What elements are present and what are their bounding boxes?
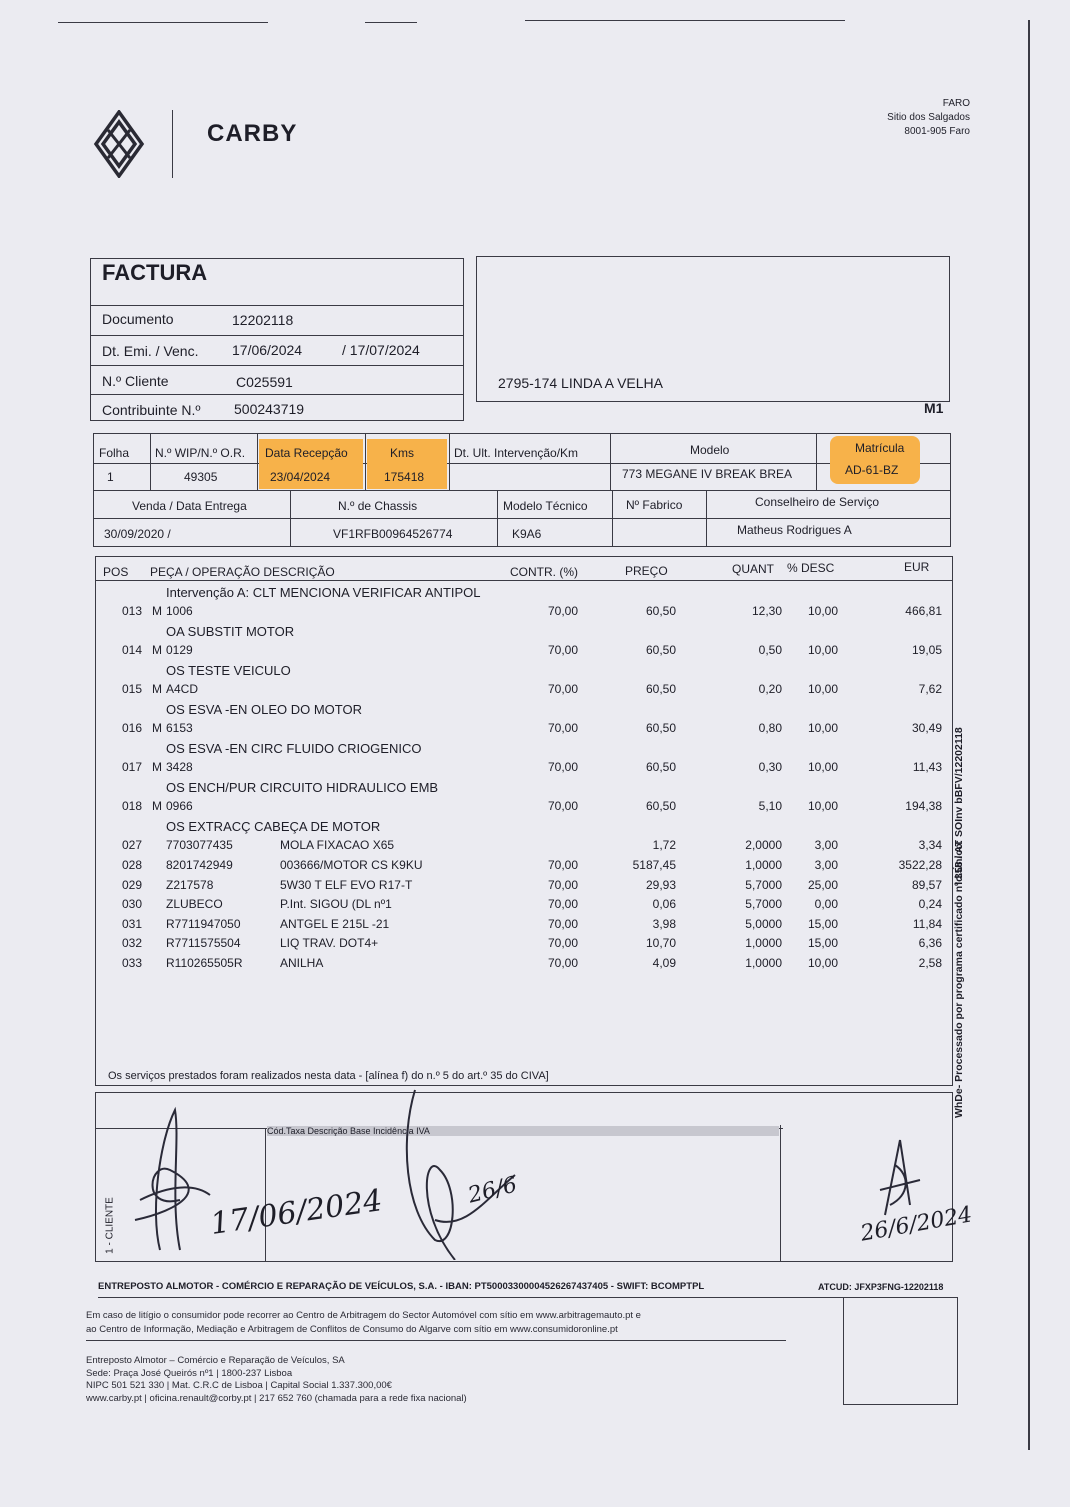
h-chassis: N.º de Chassis — [338, 499, 418, 513]
col-peca: PEÇA / OPERAÇÃO DESCRIÇÃO — [150, 565, 335, 579]
top-rule — [58, 22, 268, 23]
col-line — [290, 490, 291, 547]
folha-value: 1 — [107, 470, 114, 484]
col-line — [150, 433, 151, 490]
item-quant: 2,0000 — [745, 838, 782, 852]
item-desc: P.Int. SIGOU (DL nº1 — [280, 897, 392, 911]
stamp-box — [843, 1297, 958, 1405]
data-recepcao-value: 23/04/2024 — [270, 470, 331, 484]
tax-header: Cód.Taxa Descrição Base Incidência IVA — [267, 1126, 779, 1136]
item-desc: LIQ TRAV. DOT4+ — [280, 936, 379, 950]
cliente-label: N.º Cliente — [102, 373, 169, 389]
col-line — [497, 490, 498, 547]
item-type: M — [152, 721, 162, 735]
certified-note: WhDe- Processado por programa certificado nº 358 / AT — [953, 839, 965, 1119]
documento-label: Documento — [102, 311, 174, 327]
item-preco: 10,70 — [645, 936, 676, 950]
item-pos: 018 — [122, 799, 143, 813]
invoice-row-line — [90, 365, 464, 366]
item-desc: 003666/MOTOR CS K9KU — [280, 858, 423, 872]
item-contr: 70,00 — [547, 858, 578, 872]
item-pos: 030 — [122, 897, 143, 911]
item-code: 8201742949 — [166, 858, 233, 872]
invoice-row-line — [90, 394, 464, 395]
item-pos: 032 — [122, 936, 143, 950]
item-quant: 1,0000 — [745, 955, 782, 970]
h-fabrico: Nº Fabrico — [626, 498, 683, 512]
item-code: Z217578 — [166, 877, 214, 892]
item-disc: 15,00 — [807, 916, 838, 931]
h-dt-ult: Dt. Ult. Intervenção/Km — [454, 446, 579, 460]
item-disc: 25,00 — [807, 877, 838, 892]
item-desc: MOLA FIXACAO X65 — [280, 838, 395, 852]
wip-value: 49305 — [184, 470, 218, 484]
top-rule — [525, 20, 845, 21]
h-conselheiro: Conselheiro de Serviço — [755, 495, 880, 509]
item-contr: 70,00 — [547, 955, 578, 970]
item-disc: 3,00 — [814, 858, 838, 872]
item-eur: 30,49 — [911, 721, 942, 735]
item-type: M — [152, 604, 162, 618]
item-quant: 0,80 — [758, 721, 782, 735]
item-eur: 11,43 — [912, 760, 942, 774]
item-contr: 70,00 — [547, 604, 578, 618]
item-code: 0966 — [166, 799, 193, 813]
item-code: 1006 — [166, 604, 193, 618]
item-code: R110265505R — [166, 955, 243, 970]
item-desc: ANTGEL E 215L -21 — [280, 916, 390, 931]
col-line — [449, 433, 450, 490]
venda-value: 30/09/2020 / — [104, 527, 171, 541]
item-contr: 70,00 — [547, 721, 578, 735]
col-line — [706, 490, 707, 547]
item-preco: 60,50 — [645, 760, 676, 774]
h-modelo-tecnico: Modelo Técnico — [503, 499, 588, 513]
item-contr: 70,00 — [547, 916, 578, 931]
vehicle-row-line — [93, 490, 951, 491]
item-operation-desc: Intervenção A: CLT MENCIONA VERIFICAR ANTIPOL — [166, 585, 481, 600]
sig-col — [265, 1128, 266, 1262]
h-data-recepcao: Data Recepção — [265, 446, 348, 460]
company-footer — [86, 1355, 467, 1405]
item-eur: 89,57 — [911, 877, 942, 892]
item-eur: 11,84 — [912, 916, 942, 931]
item-operation-desc: OS ESVA -EN OLEO DO MOTOR — [166, 702, 363, 717]
item-quant: 0,30 — [758, 760, 782, 774]
documento-value: 12202118 — [232, 312, 294, 328]
footer-line: Entreposto Almotor – Comércio e Reparação de Veículos, SA — [86, 1355, 345, 1366]
copy-label: 1 - CLIENTE — [104, 1197, 116, 1254]
invoice-title: FACTURA — [102, 260, 208, 285]
signature-date-left: 17/06/2024 — [208, 1183, 385, 1242]
item-eur: 7,62 — [918, 682, 942, 696]
dt-label: Dt. Emi. / Venc. — [102, 343, 199, 359]
item-operation-desc: OS ENCH/PUR CIRCUITO HIDRAULICO EMB — [166, 780, 439, 795]
item-disc: 3,00 — [814, 838, 838, 852]
atcud: ATCUD: JFXP3FNG-12202118 — [818, 1282, 944, 1292]
item-type: M — [152, 799, 162, 813]
item-eur: 2,58 — [918, 955, 942, 970]
item-contr: 70,00 — [547, 760, 578, 774]
item-quant: 1,0000 — [745, 858, 782, 872]
item-pos: 014 — [122, 643, 143, 657]
item-contr: 70,00 — [547, 936, 578, 950]
item-preco: 29,93 — [645, 877, 676, 892]
item-desc: 5W30 T ELF EVO R17-T — [280, 877, 413, 892]
litigio-line-1: Em caso de litígio o consumidor pode recorrer ao Centro de Arbitragem do Sector Automóvel com sítio em www.arbitragemauto.pt e — [86, 1310, 641, 1321]
logo-divider — [172, 110, 173, 178]
iban-line: ENTREPOSTO ALMOTOR - COMÉRCIO E REPARAÇÃO DE VEÍCULOS, S.A. - IBAN: PT50003300004526267437405 - SWIFT: BCOMPTPL — [98, 1281, 705, 1292]
item-pos: 013 — [122, 604, 143, 618]
footer-rule — [98, 1297, 958, 1298]
item-pos: 031 — [122, 916, 143, 931]
item-disc: 10,00 — [807, 955, 838, 970]
conselheiro-value: Matheus Rodrigues A — [737, 523, 852, 537]
page-edge — [1028, 20, 1030, 1450]
col-pos: POS — [103, 565, 129, 579]
h-folha: Folha — [99, 446, 130, 460]
item-pos: 027 — [122, 838, 143, 852]
item-preco: 1,72 — [652, 838, 676, 852]
cliente-value: C025591 — [236, 374, 293, 390]
item-contr: 70,00 — [547, 799, 578, 813]
item-quant: 5,10 — [758, 799, 782, 813]
vehicle-row-line — [93, 463, 951, 464]
company-city: FARO — [942, 98, 970, 109]
col-preco: PREÇO — [625, 564, 668, 578]
item-preco: 3,98 — [652, 916, 676, 931]
item-disc: 10,00 — [807, 799, 838, 813]
item-contr: 70,00 — [547, 643, 578, 657]
unique-id: Id.Único: SOInv bBFV/12202118 — [953, 727, 965, 885]
address-line: 2795-174 LINDA A VELHA — [498, 375, 663, 391]
item-preco: 4,09 — [652, 955, 676, 970]
item-preco: 60,50 — [645, 643, 676, 657]
item-pos: 017 — [122, 760, 143, 774]
footer-rule — [86, 1340, 786, 1341]
item-disc: 10,00 — [807, 721, 838, 735]
services-note: Os serviços prestados foram realizados nesta data - [alínea f) do n.º 5 do art.º 35 do CIVA] — [108, 1070, 549, 1082]
item-eur: 0,24 — [918, 897, 942, 911]
renault-logo-icon — [92, 110, 146, 178]
item-disc: 15,00 — [807, 936, 838, 950]
item-code: 7703077435 — [166, 838, 233, 852]
item-operation-desc: OS EXTRACÇ CABEÇA DE MOTOR — [166, 819, 381, 834]
litigio-line-2: ao Centro de Informação, Mediação e Arbitragem de Conflitos de Consumo do Algarve com sítio em www.consumidoronline.pt — [86, 1324, 618, 1335]
item-quant: 0,20 — [758, 682, 782, 696]
h-wip: N.º WIP/N.º O.R. — [155, 446, 246, 460]
modelo-tecnico-value: K9A6 — [512, 527, 542, 541]
item-pos: 033 — [122, 955, 143, 970]
item-contr: 70,00 — [547, 682, 578, 696]
doc-code: M1 — [924, 400, 944, 416]
item-code: 0129 — [166, 643, 193, 657]
item-quant: 5,7000 — [745, 897, 782, 911]
footer-line: Sede: Praça José Queirós nº1 | 1800-237 Lisboa — [86, 1367, 293, 1379]
item-eur: 3,34 — [918, 838, 942, 852]
item-eur: 6,36 — [918, 936, 942, 950]
vehicle-row-line — [93, 518, 951, 519]
item-disc: 10,00 — [807, 604, 838, 618]
signature-date-mid: 26/6 — [465, 1172, 520, 1209]
item-operation-desc: OA SUBSTIT MOTOR — [166, 624, 295, 639]
col-desc: % DESC — [787, 561, 835, 575]
item-preco: 60,50 — [645, 721, 676, 735]
signature-date-right: 26/6/2024 — [858, 1202, 975, 1247]
h-modelo: Modelo — [690, 443, 730, 457]
h-matricula: Matrícula — [855, 441, 905, 455]
items-header-line — [95, 580, 953, 581]
modelo-value: 773 MEGANE IV BREAK BREA — [622, 467, 793, 481]
sig-col — [780, 1125, 781, 1262]
kms-value: 175418 — [384, 470, 425, 484]
item-quant: 12,30 — [751, 604, 782, 618]
footer-line: NIPC 501 521 330 | Mat. C.R.C de Lisboa | Capital Social 1.337.300,00€ — [86, 1380, 392, 1391]
col-quant: QUANT — [732, 562, 774, 576]
contrib-value: 500243719 — [234, 401, 305, 417]
item-code: R7711947050 — [166, 916, 241, 931]
item-disc: 10,00 — [807, 682, 838, 696]
item-operation-desc: OS TESTE VEICULO — [166, 663, 291, 678]
item-pos: 029 — [122, 877, 143, 892]
item-type: M — [152, 760, 162, 774]
item-eur: 19,05 — [911, 643, 942, 657]
item-eur: 3522,28 — [898, 858, 942, 872]
contrib-label: Contribuinte N.º — [102, 402, 201, 418]
col-line — [612, 490, 613, 547]
item-desc: ANILHA — [280, 955, 324, 970]
col-line — [816, 433, 817, 490]
invoice-row-line — [90, 305, 464, 306]
item-quant: 0,50 — [758, 643, 782, 657]
item-preco: 60,50 — [645, 799, 676, 813]
h-kms: Kms — [390, 446, 414, 460]
col-line — [610, 433, 611, 490]
item-eur: 466,81 — [905, 604, 942, 618]
item-code: 6153 — [166, 721, 193, 735]
item-code: ZLUBECO — [166, 897, 223, 911]
item-preco: 60,50 — [645, 604, 676, 618]
top-rule — [365, 22, 417, 23]
matricula-value: AD-61-BZ — [845, 463, 899, 477]
item-eur: 194,38 — [905, 799, 942, 813]
item-type: M — [152, 682, 162, 696]
dt-emi-value: 17/06/2024 — [232, 342, 303, 358]
company-address — [887, 97, 970, 139]
col-line — [257, 433, 258, 490]
item-contr: 70,00 — [547, 877, 578, 892]
item-contr: 70,00 — [547, 897, 578, 911]
item-disc: 0,00 — [814, 897, 838, 911]
chassis-value: VF1RFB00964526774 — [333, 527, 453, 541]
item-code: A4CD — [166, 682, 199, 696]
item-pos: 015 — [122, 682, 143, 696]
dt-venc-value: / 17/07/2024 — [342, 342, 420, 358]
item-preco: 5187,45 — [632, 858, 676, 872]
company-name: CARBY — [207, 120, 298, 147]
item-quant: 5,0000 — [745, 916, 782, 931]
invoice-row-line — [90, 335, 464, 336]
item-disc: 10,00 — [807, 643, 838, 657]
footer-line: www.carby.pt | oficina.renault@corby.pt | 217 652 760 (chamada para a rede fixa nacional) — [86, 1392, 467, 1404]
item-pos: 016 — [122, 721, 143, 735]
item-preco: 0,06 — [652, 897, 676, 911]
item-preco: 60,50 — [645, 682, 676, 696]
item-quant: 1,0000 — [745, 936, 782, 950]
col-eur: EUR — [904, 560, 930, 574]
h-venda: Venda / Data Entrega — [132, 499, 247, 513]
item-code: R7711575504 — [166, 936, 241, 950]
col-line — [365, 433, 366, 490]
item-type: M — [152, 643, 162, 657]
company-street: Sitio dos Salgados — [887, 112, 970, 123]
col-contr: CONTR. (%) — [510, 565, 578, 579]
item-operation-desc: OS ESVA -EN CIRC FLUIDO CRIOGENICO — [166, 741, 422, 756]
item-code: 3428 — [166, 760, 193, 774]
item-disc: 10,00 — [807, 760, 838, 774]
item-pos: 028 — [122, 858, 143, 872]
company-postcode: 8001-905 Faro — [904, 126, 970, 137]
item-quant: 5,7000 — [745, 877, 782, 892]
